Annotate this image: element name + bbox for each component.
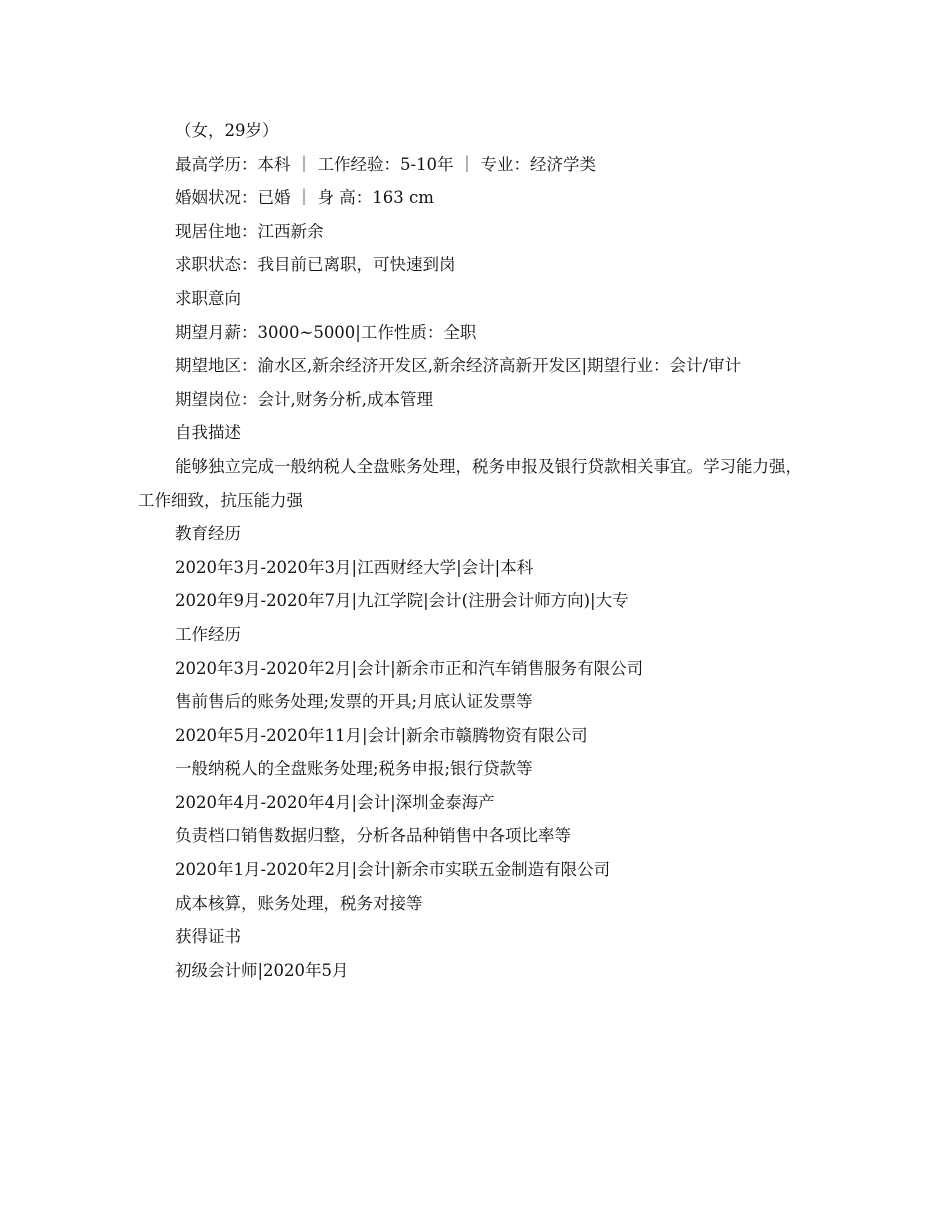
- job-status-line: 求职状态：我目前已离职，可快速到岗: [175, 255, 456, 275]
- section-heading-work-experience: 工作经历: [175, 624, 241, 644]
- education-experience-major-line: 最高学历：本科 ｜ 工作经验：5-10年 ｜ 专业：经济学类: [175, 154, 597, 174]
- education-entry: 2020年3月-2020年3月|江西财经大学|会计|本科: [175, 557, 534, 577]
- expected-salary-line: 期望月薪：3000~5000|工作性质：全职: [175, 322, 477, 342]
- work-entry-title: 2020年1月-2020年2月|会计|新余市实联五金制造有限公司: [175, 860, 611, 880]
- residence-line: 现居住地：江西新余: [175, 221, 324, 241]
- expected-region-industry-line: 期望地区：渝水区,新余经济开发区,新余经济高新开发区|期望行业：会计/审计: [175, 356, 742, 376]
- resume-body: [138, 114, 814, 987]
- work-entry-description: 售前售后的账务处理;发票的开具;月底认证发票等: [175, 692, 533, 712]
- work-entry-description: 一般纳税人的全盘账务处理;税务申报;银行贷款等: [175, 759, 533, 779]
- section-heading-certificates: 获得证书: [175, 927, 241, 947]
- work-entry-description: 负责档口销售数据归整，分析各品种销售中各项比率等: [175, 826, 571, 846]
- expected-position-line: 期望岗位：会计,财务分析,成本管理: [175, 389, 433, 409]
- section-heading-self-description: 自我描述: [175, 423, 241, 443]
- work-entry-title: 2020年4月-2020年4月|会计|深圳金泰海产: [175, 792, 495, 812]
- marital-height-line: 婚姻状况：已婚 ｜ 身 高：163 cm: [175, 188, 434, 208]
- work-entry-description: 成本核算，账务处理，税务对接等: [175, 893, 423, 913]
- self-description-text: 能够独立完成一般纳税人全盘账务处理，税务申报及银行贷款相关事宜。学习能力强，工作细致，抗压能力强: [138, 456, 802, 510]
- certificate-entry: 初级会计师|2020年5月: [175, 960, 349, 980]
- section-heading-job-intention: 求职意向: [175, 288, 241, 308]
- work-entry-title: 2020年3月-2020年2月|会计|新余市正和汽车销售服务有限公司: [175, 658, 644, 678]
- education-entry: 2020年9月-2020年7月|九江学院|会计(注册会计师方向)|大专: [175, 591, 629, 611]
- work-entry-title: 2020年5月-2020年11月|会计|新余市赣腾物资有限公司: [175, 725, 588, 745]
- gender-age-line: （女，29岁）: [175, 121, 279, 140]
- section-heading-education: 教育经历: [175, 524, 241, 544]
